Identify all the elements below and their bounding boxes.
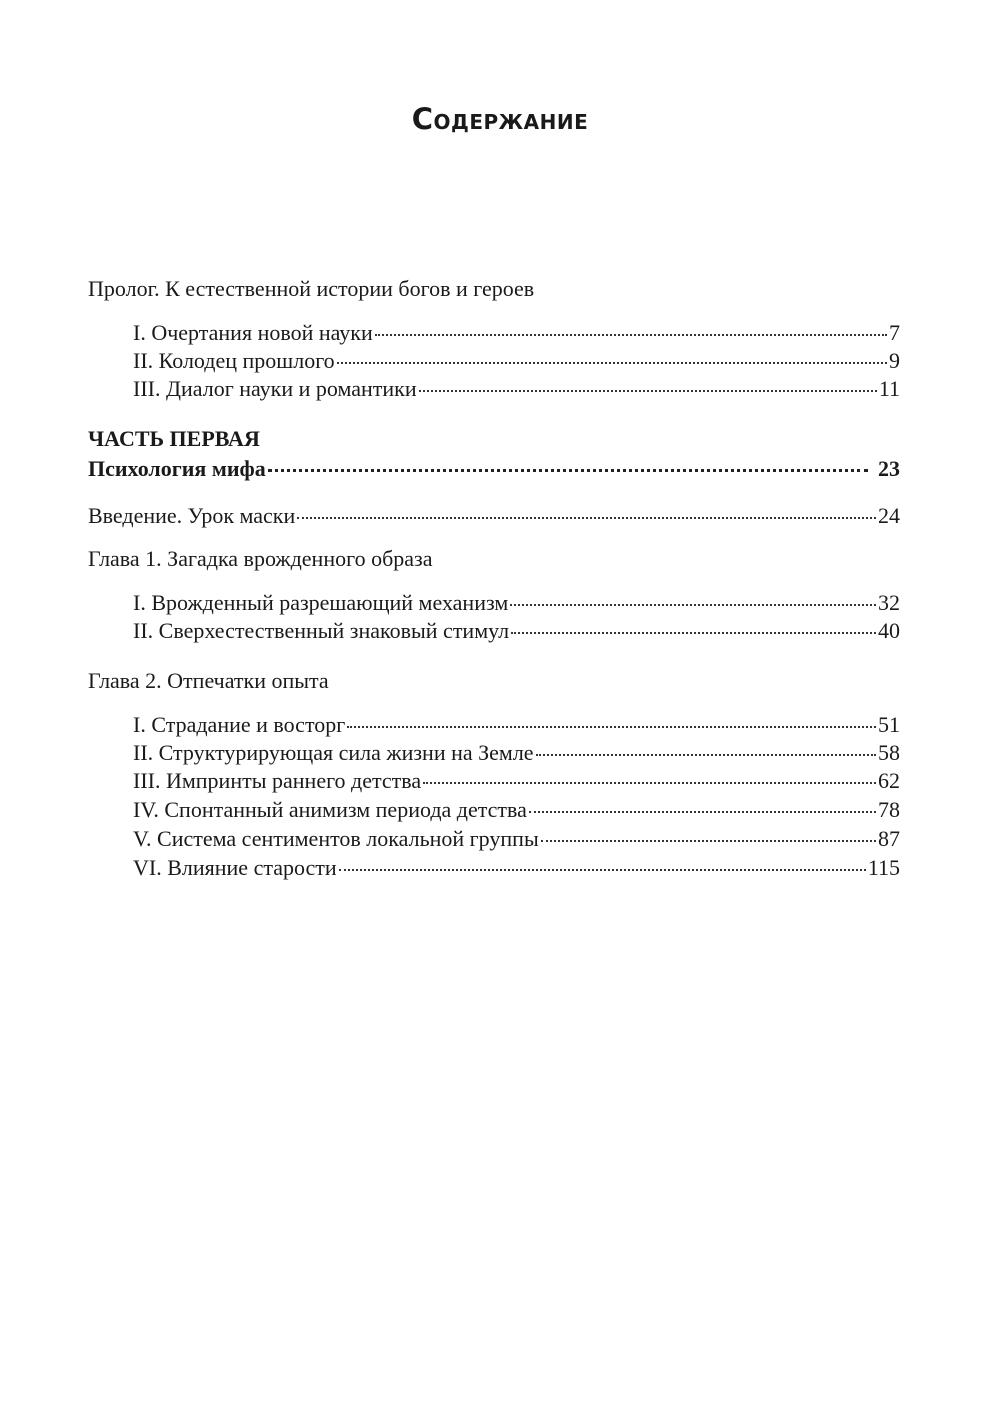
toc-entry[interactable] xyxy=(133,768,900,794)
toc-entry-page: 58 xyxy=(878,740,900,765)
toc-entry[interactable] xyxy=(133,376,900,402)
toc-entry-label: II. Колодец прошлого xyxy=(133,348,335,373)
leader-dots xyxy=(347,726,876,728)
part-subtitle-entry[interactable] xyxy=(88,456,900,482)
toc-entry[interactable] xyxy=(133,797,900,823)
toc-entry[interactable] xyxy=(133,348,900,374)
toc-entry-page: 11 xyxy=(878,376,900,401)
toc-entry-label: I. Врожденный разрешающий механизм xyxy=(133,590,509,615)
toc-entry-label: Введение. Урок маски xyxy=(88,503,296,528)
toc-entry-page: 115 xyxy=(867,855,900,880)
toc-entry[interactable] xyxy=(133,826,900,852)
leader-dots xyxy=(511,632,876,634)
toc-entry-label: Психология мифа xyxy=(88,456,266,481)
toc-entry[interactable] xyxy=(133,712,900,738)
toc-entry-label: I. Очертания новой науки xyxy=(133,320,373,345)
leader-dots xyxy=(536,754,876,756)
prologue-heading: Пролог. К естественной истории богов и героев xyxy=(88,276,535,301)
leader-dots xyxy=(419,390,877,392)
chapter-heading: Глава 2. Отпечатки опыта xyxy=(88,668,329,693)
toc-entry-label: V. Система сентиментов локальной группы xyxy=(133,826,539,851)
leader-dots xyxy=(541,840,876,842)
toc-entry[interactable] xyxy=(133,855,900,881)
leader-dots xyxy=(375,334,887,336)
leader-dots xyxy=(510,604,876,606)
part-heading: ЧАСТЬ ПЕРВАЯ xyxy=(88,426,260,451)
page-title: Содержание xyxy=(411,102,589,136)
toc-entry[interactable] xyxy=(133,590,900,616)
toc-entry[interactable] xyxy=(88,503,900,529)
toc-entry[interactable] xyxy=(133,740,900,766)
toc-entry-page: 40 xyxy=(878,618,900,643)
toc-entry-page: 51 xyxy=(878,712,900,737)
toc-entry-page: 87 xyxy=(878,826,900,851)
leader-dots xyxy=(339,869,866,871)
leader-dots xyxy=(423,782,876,784)
toc-entry[interactable] xyxy=(133,618,900,644)
toc-entry-label: I. Страдание и восторг xyxy=(133,712,346,737)
toc-entry-label: II. Структурирующая сила жизни на Земле xyxy=(133,740,534,765)
toc-entry-label: II. Сверхестественный знаковый стимул xyxy=(133,618,510,643)
toc-entry-page: 62 xyxy=(878,768,900,793)
leader-dots xyxy=(297,517,876,519)
toc-entry-page: 78 xyxy=(878,797,900,822)
chapter-heading: Глава 1. Загадка врожденного образа xyxy=(88,546,433,571)
toc-entry-page: 7 xyxy=(889,320,900,345)
leader-dots xyxy=(337,362,887,364)
toc-entry-label: III. Импринты раннего детства xyxy=(133,768,422,793)
leader-dots xyxy=(529,811,876,813)
toc-entry-page: 9 xyxy=(889,348,900,373)
leader-dots xyxy=(268,469,868,472)
toc-entry-label: IV. Спонтанный анимизм периода детства xyxy=(133,797,527,822)
toc-entry-label: III. Диалог науки и романтики xyxy=(133,376,417,401)
toc-entry-page: 32 xyxy=(878,590,900,615)
toc-entry-label: VI. Влияние старости xyxy=(133,855,337,880)
toc-entry[interactable] xyxy=(133,320,900,346)
toc-entry-page: 23 xyxy=(878,456,900,481)
toc-entry-page: 24 xyxy=(878,503,900,528)
